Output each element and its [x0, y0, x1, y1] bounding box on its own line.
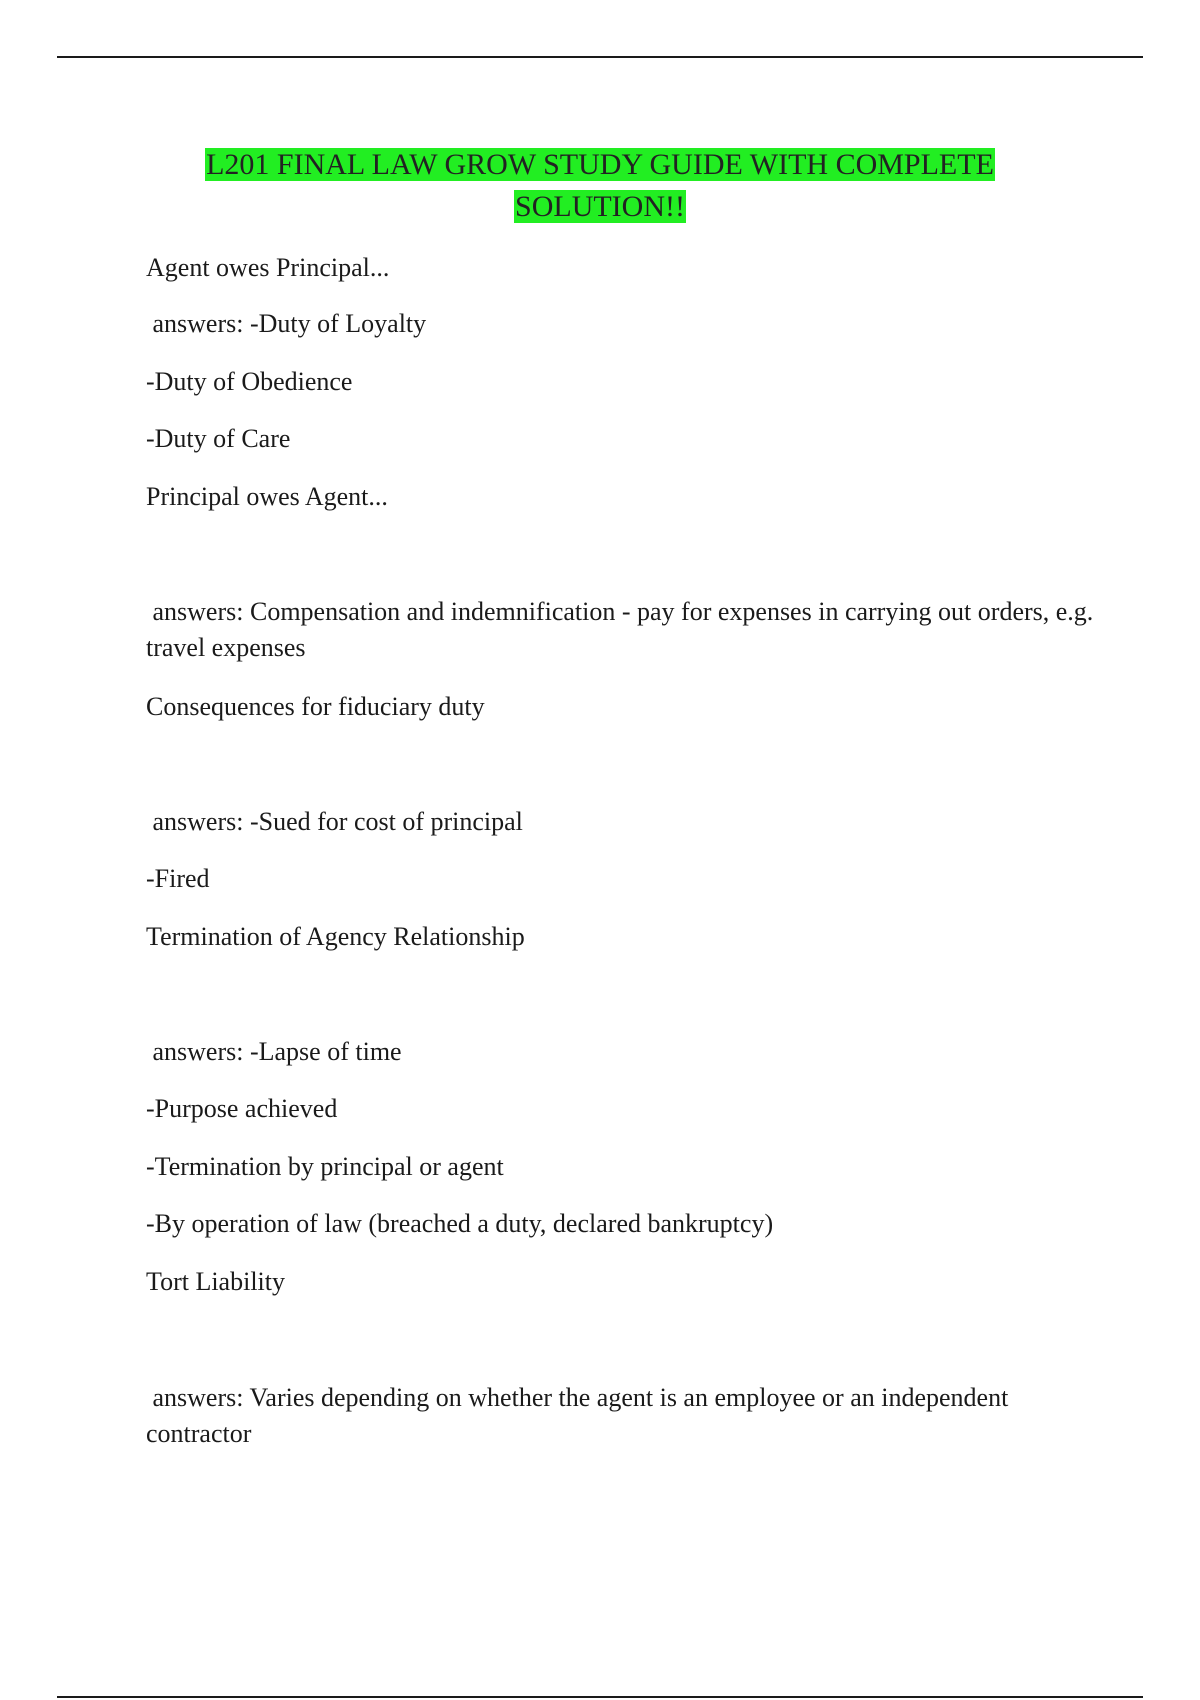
answer-line: -Duty of Obedience — [146, 367, 353, 396]
answer-line: -Purpose achieved — [146, 1094, 338, 1123]
answer-line: answers: -Duty of Loyalty — [146, 309, 427, 338]
answer-line: -Termination by principal or agent — [146, 1152, 504, 1181]
question-tort-liability: Tort Liability — [146, 1267, 285, 1296]
answer-line: answers: -Sued for cost of principal — [146, 807, 523, 836]
question-principal-owes-agent: Principal owes Agent... — [146, 482, 388, 511]
document-title — [100, 144, 1100, 228]
answer-line: -Duty of Care — [146, 424, 291, 453]
question-agent-owes-principal: Agent owes Principal... — [146, 253, 390, 282]
question-termination-agency: Termination of Agency Relationship — [146, 922, 525, 951]
answer-line: answers: -Lapse of time — [146, 1037, 402, 1066]
answer-line: answers: Varies depending on whether the agent is an employee or an independent contractor — [146, 1383, 1015, 1448]
top-rule — [57, 56, 1143, 58]
bottom-rule — [57, 1696, 1143, 1698]
answer-line: -By operation of law (breached a duty, declared bankruptcy) — [146, 1209, 774, 1238]
question-consequences-fiduciary-duty: Consequences for fiduciary duty — [146, 692, 485, 721]
title-line-1: L201 FINAL LAW GROW STUDY GUIDE WITH COMPLETE — [206, 148, 994, 181]
answer-line: answers: Compensation and indemnification - pay for expenses in carrying out orders, e.g. travel expenses — [146, 597, 1100, 662]
answer-line: -Fired — [146, 864, 210, 893]
title-line-2: SOLUTION!! — [515, 190, 685, 223]
